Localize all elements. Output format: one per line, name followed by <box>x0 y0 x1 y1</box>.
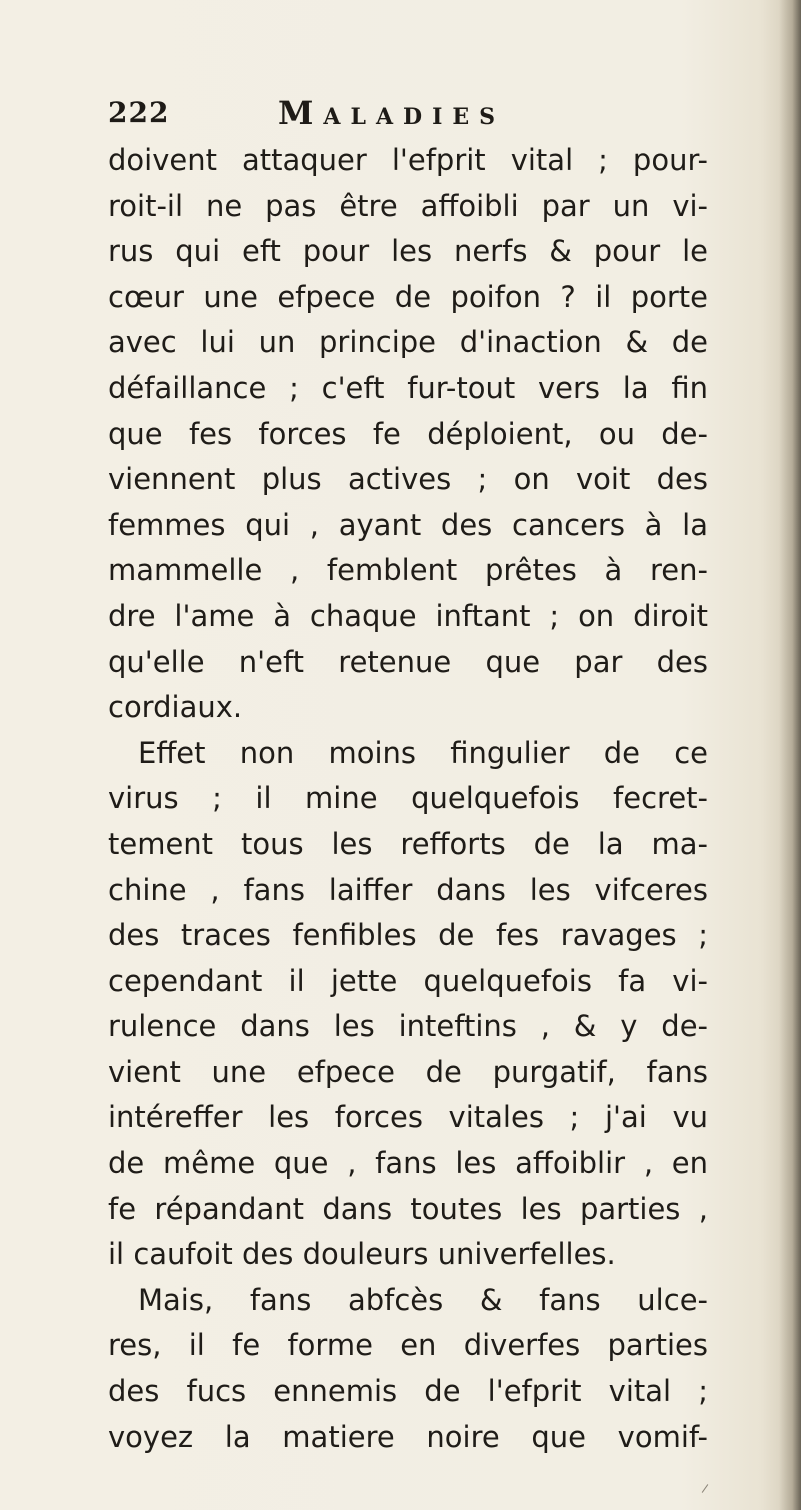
text-line: virus ; il mine quelquefois fecret- <box>108 781 708 816</box>
text-line: vient une efpece de purgatif, fans <box>108 1054 708 1089</box>
running-title: Maladies <box>278 94 506 132</box>
text-line: cœur une efpece de poifon ? il porte <box>108 279 708 314</box>
text-line: chine , fans laiffer dans les vifceres <box>108 872 708 907</box>
text-line: cependant il jette quelquefois fa vi- <box>108 963 708 998</box>
text-line: défaillance ; c'eft fur-tout vers la fin <box>108 370 708 405</box>
stray-ink-mark <box>702 1484 709 1493</box>
text-line: roit-il ne pas être affoibli par un vi- <box>108 188 708 223</box>
text-line: rulence dans les inteftins , & y de- <box>108 1009 708 1044</box>
text-line: tement tous les refforts de la ma- <box>108 826 708 861</box>
text-line: femmes qui , ayant des cancers à la <box>108 507 708 542</box>
text-line: doivent attaquer l'efprit vital ; pour- <box>108 143 708 177</box>
text-line: que fes forces fe déploient, ou de- <box>108 416 708 451</box>
page-gutter-shadow <box>779 0 801 1510</box>
page-number: 222 <box>108 96 170 129</box>
text-line: intéreffer les forces vitales ; j'ai vu <box>108 1100 708 1135</box>
text-line: mammelle , femblent prêtes à ren- <box>108 553 708 588</box>
body-text <box>108 138 708 1460</box>
text-line: viennent plus actives ; on voit des <box>108 462 708 497</box>
text-line: avec lui un principe d'inaction & de <box>108 325 708 360</box>
text-line: cordiaux. <box>108 690 243 725</box>
text-line: res, il fe forme en diverfes parties <box>108 1328 708 1363</box>
text-line: Mais, fans abfcès & fans ulce- <box>138 1282 708 1317</box>
text-line: de même que , fans les affoiblir , en <box>108 1146 708 1181</box>
text-line: dre l'ame à chaque inftant ; on diroit <box>108 598 708 633</box>
text-line: fe répandant dans toutes les parties , <box>108 1191 708 1226</box>
text-line: qu'elle n'eft retenue que par des <box>108 644 708 679</box>
text-line: il caufoit des douleurs univerfelles. <box>108 1237 616 1272</box>
running-head <box>108 96 708 136</box>
text-line: des traces fenfibles de fes ravages ; <box>108 918 708 953</box>
text-line: rus qui eft pour les nerfs & pour le <box>108 234 708 269</box>
text-line: voyez la matiere noire que vomif- <box>108 1419 708 1454</box>
text-line: des fucs ennemis de l'efprit vital ; <box>108 1374 708 1409</box>
text-line: Effet non moins fingulier de ce <box>138 735 708 770</box>
